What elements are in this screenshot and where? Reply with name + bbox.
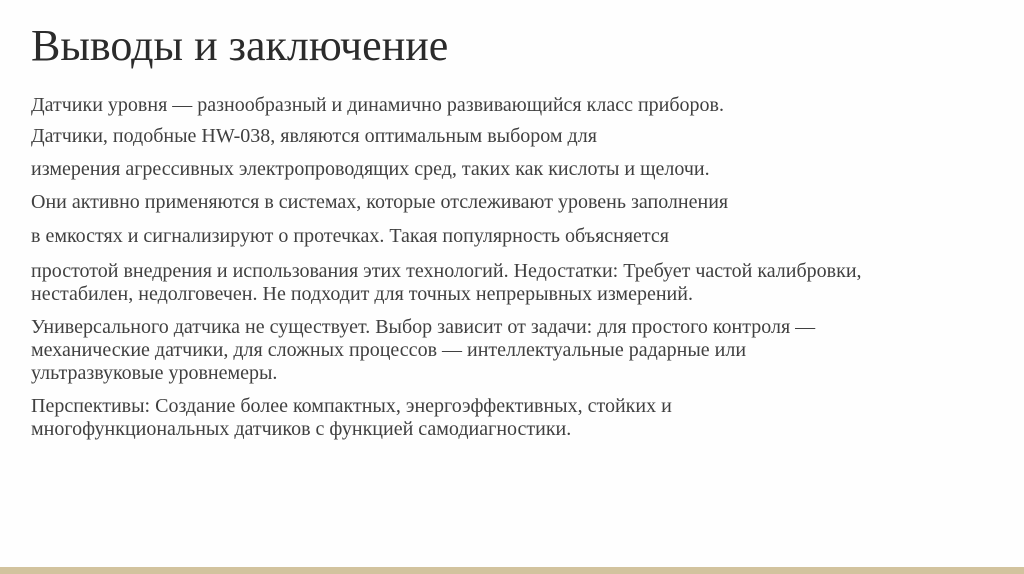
paragraph-line: Они активно применяются в системах, которые отслеживают уровень заполнения: [31, 191, 729, 213]
slide-footer-bar: [0, 567, 1024, 574]
paragraph-line: ультразвуковые уровнемеры.: [31, 362, 278, 384]
paragraph-line: в емкостях и сигнализируют о протечках. Такая популярность объясняется: [31, 225, 669, 247]
paragraph-line: простотой внедрения и использования этих технологий. Недостатки: Требует частой калибровки,: [31, 260, 862, 282]
paragraph-line: многофункциональных датчиков с функцией самодиагностики.: [31, 418, 572, 440]
paragraph-line: измерения агрессивных электропроводящих сред, таких как кислоты и щелочи.: [31, 158, 710, 180]
paragraph-line: Перспективы: Создание более компактных, энергоэффективных, стойких и: [31, 395, 672, 417]
paragraph-popularity: [31, 225, 1006, 248]
paragraph-overview: [31, 94, 1006, 117]
slide-title: Выводы и заключение: [31, 21, 449, 70]
slide-body: [31, 94, 1006, 441]
paragraph-drawbacks: [31, 260, 1006, 306]
paragraph-line: механические датчики, для сложных процессов — интеллектуальные радарные или: [31, 339, 747, 361]
paragraph-aggressive-media: [31, 158, 1006, 181]
paragraph-line: Датчики уровня — разнообразный и динамично развивающийся класс приборов.: [31, 94, 724, 116]
paragraph-line: нестабилен, недолговечен. Не подходит для точных непрерывных измерений.: [31, 283, 693, 305]
paragraph-hw038: [31, 125, 1006, 148]
paragraph-selection: [31, 316, 1006, 385]
paragraph-prospects: [31, 395, 1006, 441]
paragraph-line: Датчики, подобные HW-038, являются оптимальным выбором для: [31, 125, 597, 147]
paragraph-applications: [31, 191, 1006, 214]
paragraph-line: Универсального датчика не существует. Выбор зависит от задачи: для простого контроля —: [31, 316, 816, 338]
